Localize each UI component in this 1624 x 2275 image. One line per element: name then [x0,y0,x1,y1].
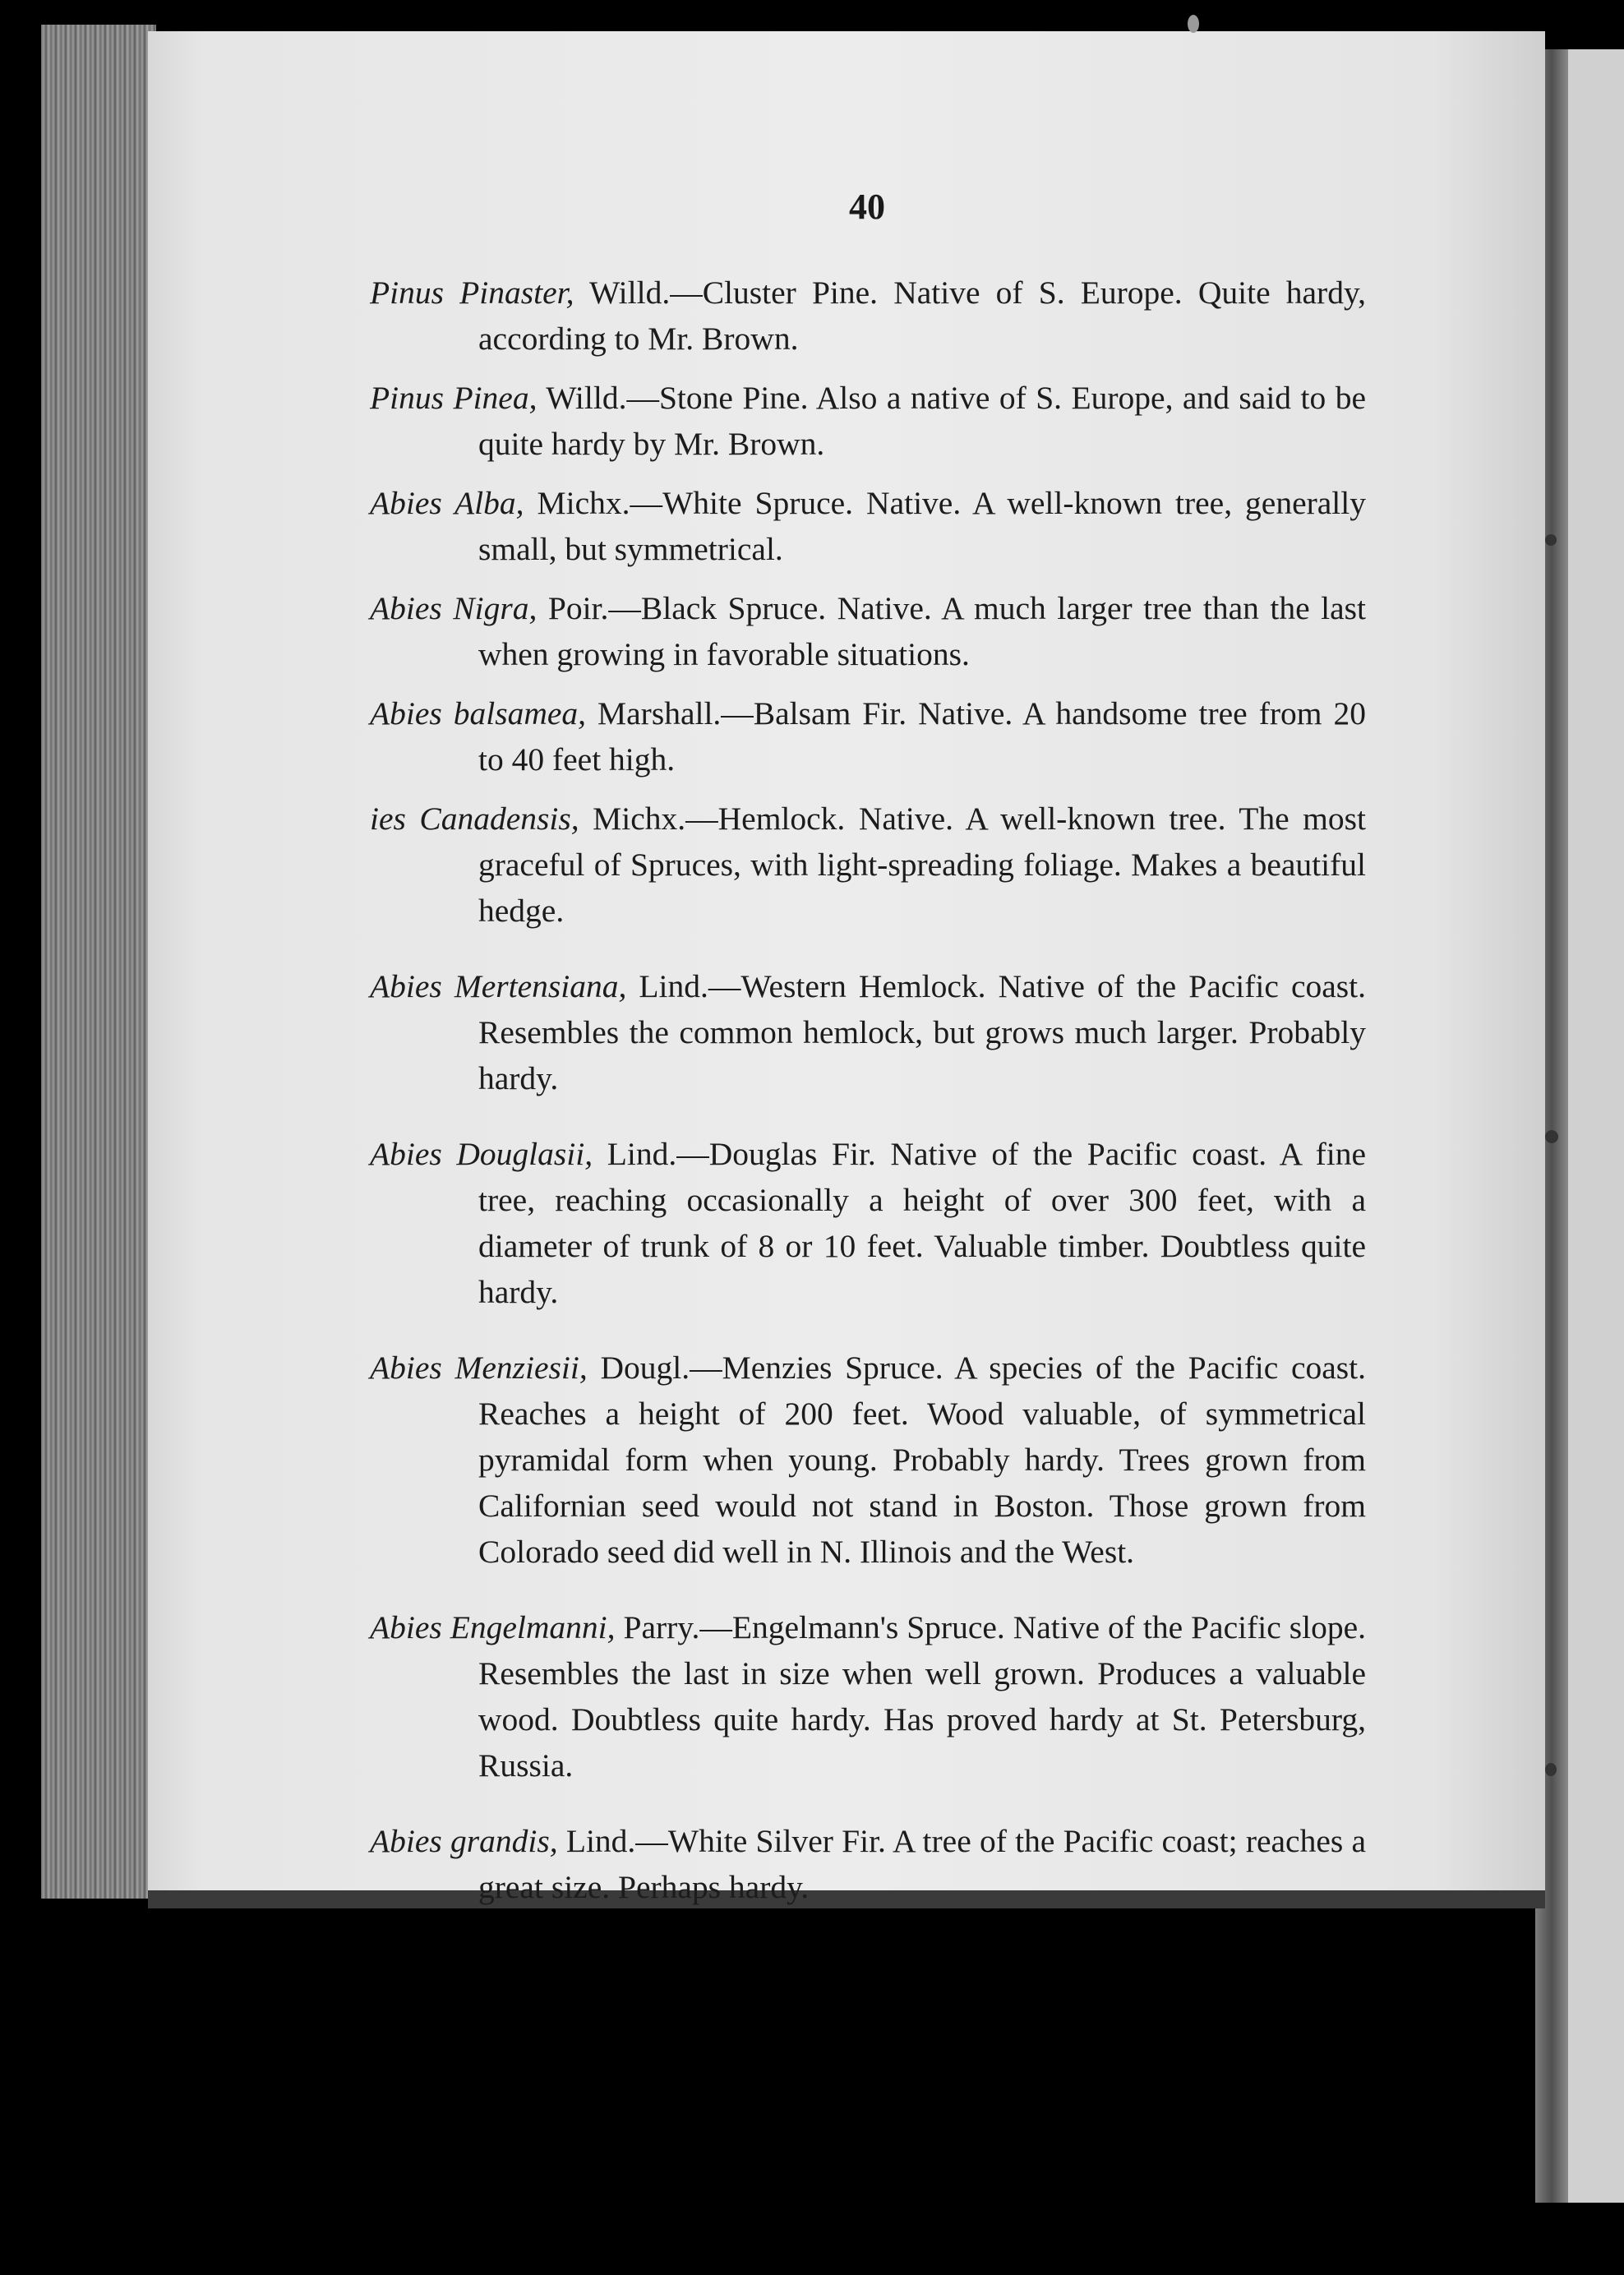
species-entry [370,690,1366,782]
species-description: Willd.—Cluster Pine. Native of S. Europe. Quite hardy, according to Mr. Brown. [478,275,1367,357]
species-description: Lind.—White Silver Fir. A tree of the Pacific coast; reaches a great size. Perhaps hardy. [478,1823,1367,1905]
species-name: Abies balsamea, [370,695,587,731]
species-entry [370,1131,1366,1315]
species-entry [370,1604,1366,1788]
species-name: Abies Mertensiana, [370,968,627,1004]
species-list [370,270,1366,1923]
species-entry [370,796,1366,934]
species-name: Abies Nigra, [370,590,537,626]
book-page-edges [41,25,156,1899]
species-description: Michx.—Hemlock. Native. A well-known tree. The most graceful of Spruces, with light-spreading foliage. Makes a beautiful hedge. [478,801,1366,929]
species-name: Abies grandis, [370,1823,558,1859]
species-description: Parry.—Engelmann's Spruce. Native of the Pacific slope. Resembles the last in size when well grown. Produces a valuable wood. Doubtless quite hardy. Has proved hardy at St. Petersburg, Russia. [478,1609,1366,1784]
species-name: Abies Menziesii, [370,1350,588,1386]
species-description: Michx.—White Spruce. Native. A well-known tree, generally small, but symmetrical. [478,485,1367,567]
species-entry [370,480,1366,572]
species-description: Poir.—Black Spruce. Native. A much larger tree than the last when growing in favorable situations. [478,590,1366,672]
species-entry [370,270,1366,362]
species-entry [370,963,1366,1101]
species-description: Dougl.—Menzies Spruce. A species of the Pacific coast. Reaches a height of 200 feet. Wood valuable, of symmetrical pyramidal form when young. Probably hardy. Trees grown from Californian seed would not stand in Boston. Those grown from Colorado seed did well in N. Illinois and the West. [478,1350,1366,1570]
species-name: Abies Alba, [370,485,524,521]
facing-page-strip [1566,49,1624,2203]
species-entry [370,375,1366,467]
species-name: Abies Engelmanni, [370,1609,616,1645]
species-description: Willd.—Stone Pine. Also a native of S. Europe, and said to be quite hardy by Mr. Brown. [478,380,1366,462]
species-description: Marshall.—Balsam Fir. Native. A handsome tree from 20 to 40 feet high. [478,695,1366,778]
species-name: Pinus Pinaster, [370,275,574,311]
scan-speck [1545,534,1557,546]
species-description: Lind.—Douglas Fir. Native of the Pacific coast. A fine tree, reaching occasionally a height of over 300 feet, with a diameter of trunk of 8 or 10 feet. Valuable timber. Doubtless quite hardy. [478,1136,1366,1310]
page-number: 40 [849,187,885,227]
species-entry [370,1818,1366,1910]
scan-speck [1188,15,1199,33]
species-name: Pinus Pinea, [370,380,537,416]
scan-speck [1545,1763,1557,1776]
species-name: Abies Douglasii, [370,1136,593,1172]
species-entry [370,585,1366,677]
species-entry [370,1345,1366,1575]
scan-speck [1545,1130,1558,1143]
species-description: Lind.—Western Hemlock. Native of the Pacific coast. Resembles the common hemlock, but grows much larger. Probably hardy. [478,968,1366,1096]
species-name: ies Canadensis, [370,801,579,837]
